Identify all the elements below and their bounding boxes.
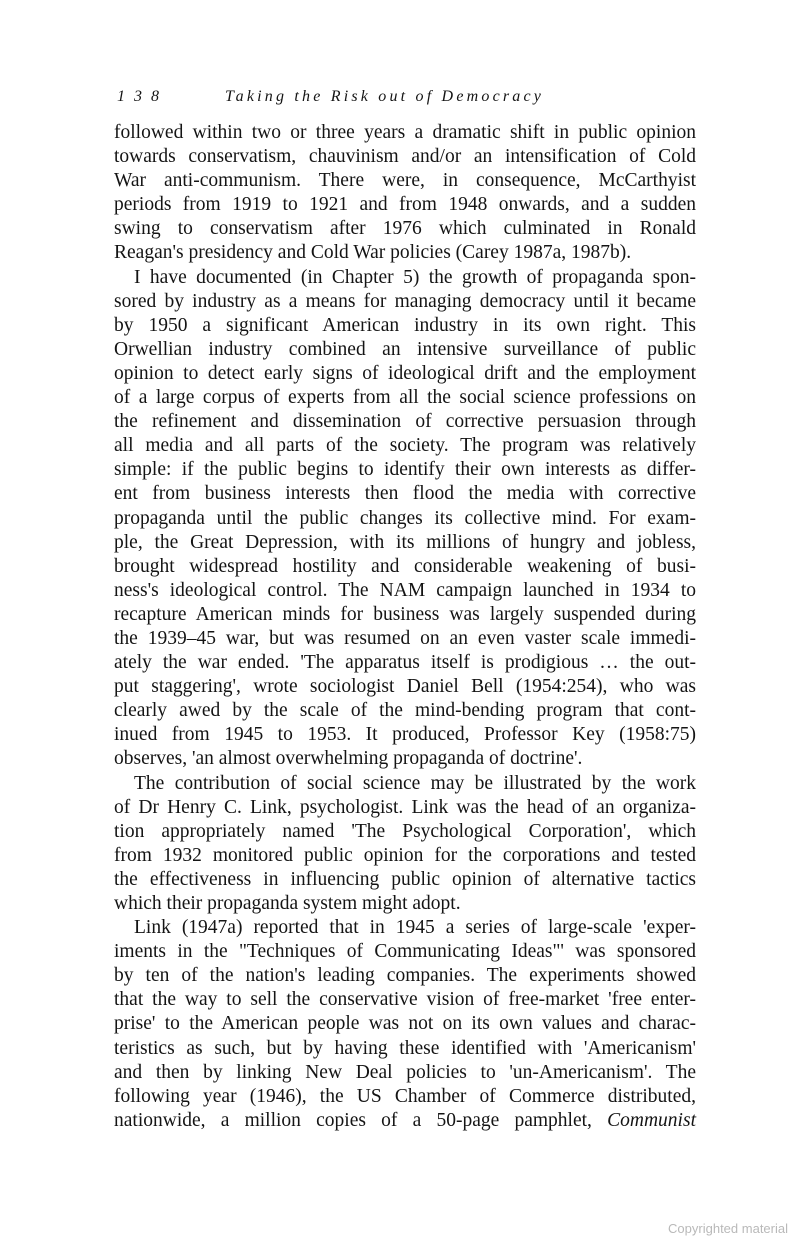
running-head bbox=[117, 88, 544, 106]
text-line: Reagan's presidency and Cold War policies (Carey 1987a, 1987b). bbox=[114, 242, 632, 264]
text-line: opinion to detect early signs of ideological drift and the employment bbox=[114, 362, 696, 384]
text-line: inued from 1945 to 1953. It produced, Professor Key (1958:75) bbox=[114, 724, 696, 746]
paragraph-1 bbox=[114, 121, 696, 266]
text-line: I have documented (in Chapter 5) the growth of propaganda spon- bbox=[134, 266, 696, 288]
text-line: by ten of the nation's leading companies. The experiments showed bbox=[114, 965, 696, 987]
paragraph-3 bbox=[114, 772, 696, 917]
text-line: of Dr Henry C. Link, psychologist. Link was the head of an organiza- bbox=[114, 796, 696, 818]
text-line: observes, 'an almost overwhelming propaganda of doctrine'. bbox=[114, 748, 583, 770]
text-line: sored by industry as a means for managing democracy until it became bbox=[114, 290, 696, 312]
text-line: followed within two or three years a dramatic shift in public opinion bbox=[114, 122, 696, 143]
text-line: the 1939–45 war, but was resumed on an even vaster scale immedi- bbox=[114, 627, 696, 649]
text-line: War anti-communism. There were, in consequence, McCarthyist bbox=[114, 170, 696, 192]
body-text bbox=[114, 121, 696, 1133]
text-line: prise' to the American people was not on its own values and charac- bbox=[114, 1013, 696, 1035]
text-line: which their propaganda system might adopt. bbox=[114, 893, 461, 914]
text-line: put staggering', wrote sociologist Daniel Bell (1954:254), who was bbox=[114, 676, 696, 698]
text-line: swing to conservatism after 1976 which culminated in Ronald bbox=[114, 218, 696, 240]
text-line: from 1932 monitored public opinion for the corporations and tested bbox=[114, 844, 696, 866]
page-number: 138 bbox=[117, 88, 168, 105]
text-line: periods from 1919 to 1921 and from 1948 onwards, and a sudden bbox=[114, 194, 696, 216]
text-line: Link (1947a) reported that in 1945 a series of large-scale 'exper- bbox=[134, 917, 696, 939]
text-line: propaganda until the public changes its collective mind. For exam- bbox=[114, 507, 696, 529]
text-line: ent from business interests then flood the media with corrective bbox=[114, 483, 696, 505]
text-line: the effectiveness in influencing public opinion of alternative tactics bbox=[114, 868, 696, 890]
text-line: teristics as such, but by having these identified with 'Americanism' bbox=[114, 1037, 696, 1059]
text-line: ness's ideological control. The NAM campaign launched in 1934 to bbox=[114, 579, 696, 601]
text-line: The contribution of social science may be illustrated by the work bbox=[134, 772, 696, 794]
text-line: simple: if the public begins to identify their own interests as differ- bbox=[114, 459, 696, 481]
text-line: ately the war ended. 'The apparatus itself is prodigious … the out- bbox=[114, 652, 696, 674]
text-line: brought widespread hostility and considerable weakening of busi- bbox=[114, 555, 696, 577]
text-line: the refinement and dissemination of corrective persuasion through bbox=[114, 411, 696, 433]
final-line-text: nationwide, a million copies of a 50-page pamphlet, bbox=[114, 1109, 592, 1131]
text-line: tion appropriately named 'The Psychological Corporation', which bbox=[114, 820, 696, 842]
paragraph-2 bbox=[114, 266, 696, 772]
paragraph-4 bbox=[114, 916, 696, 1133]
italic-title: Communist bbox=[607, 1109, 696, 1131]
text-line: Orwellian industry combined an intensive surveillance of public bbox=[114, 338, 696, 360]
text-line: clearly awed by the scale of the mind-bending program that cont- bbox=[114, 700, 696, 722]
text-line: ple, the Great Depression, with its millions of hungry and jobless, bbox=[114, 531, 696, 553]
text-line: all media and all parts of the society. The program was relatively bbox=[114, 435, 696, 457]
copyright-watermark: Copyrighted material bbox=[668, 1221, 788, 1236]
text-line: and then by linking New Deal policies to 'un-Americanism'. The bbox=[114, 1061, 696, 1083]
text-line: of a large corpus of experts from all the social science professions on bbox=[114, 387, 696, 409]
text-line-final bbox=[114, 1109, 696, 1133]
text-line: towards conservatism, chauvinism and/or an intensification of Cold bbox=[114, 146, 696, 168]
text-line: by 1950 a significant American industry in its own right. This bbox=[114, 314, 696, 336]
text-line: that the way to sell the conservative vision of free-market 'free enter- bbox=[114, 989, 696, 1011]
text-line: iments in the "Techniques of Communicating Ideas"' was sponsored bbox=[114, 941, 696, 963]
running-title: Taking the Risk out of Democracy bbox=[225, 88, 545, 105]
text-line: recapture American minds for business was largely suspended during bbox=[114, 603, 696, 625]
text-line: following year (1946), the US Chamber of Commerce distributed, bbox=[114, 1085, 696, 1107]
